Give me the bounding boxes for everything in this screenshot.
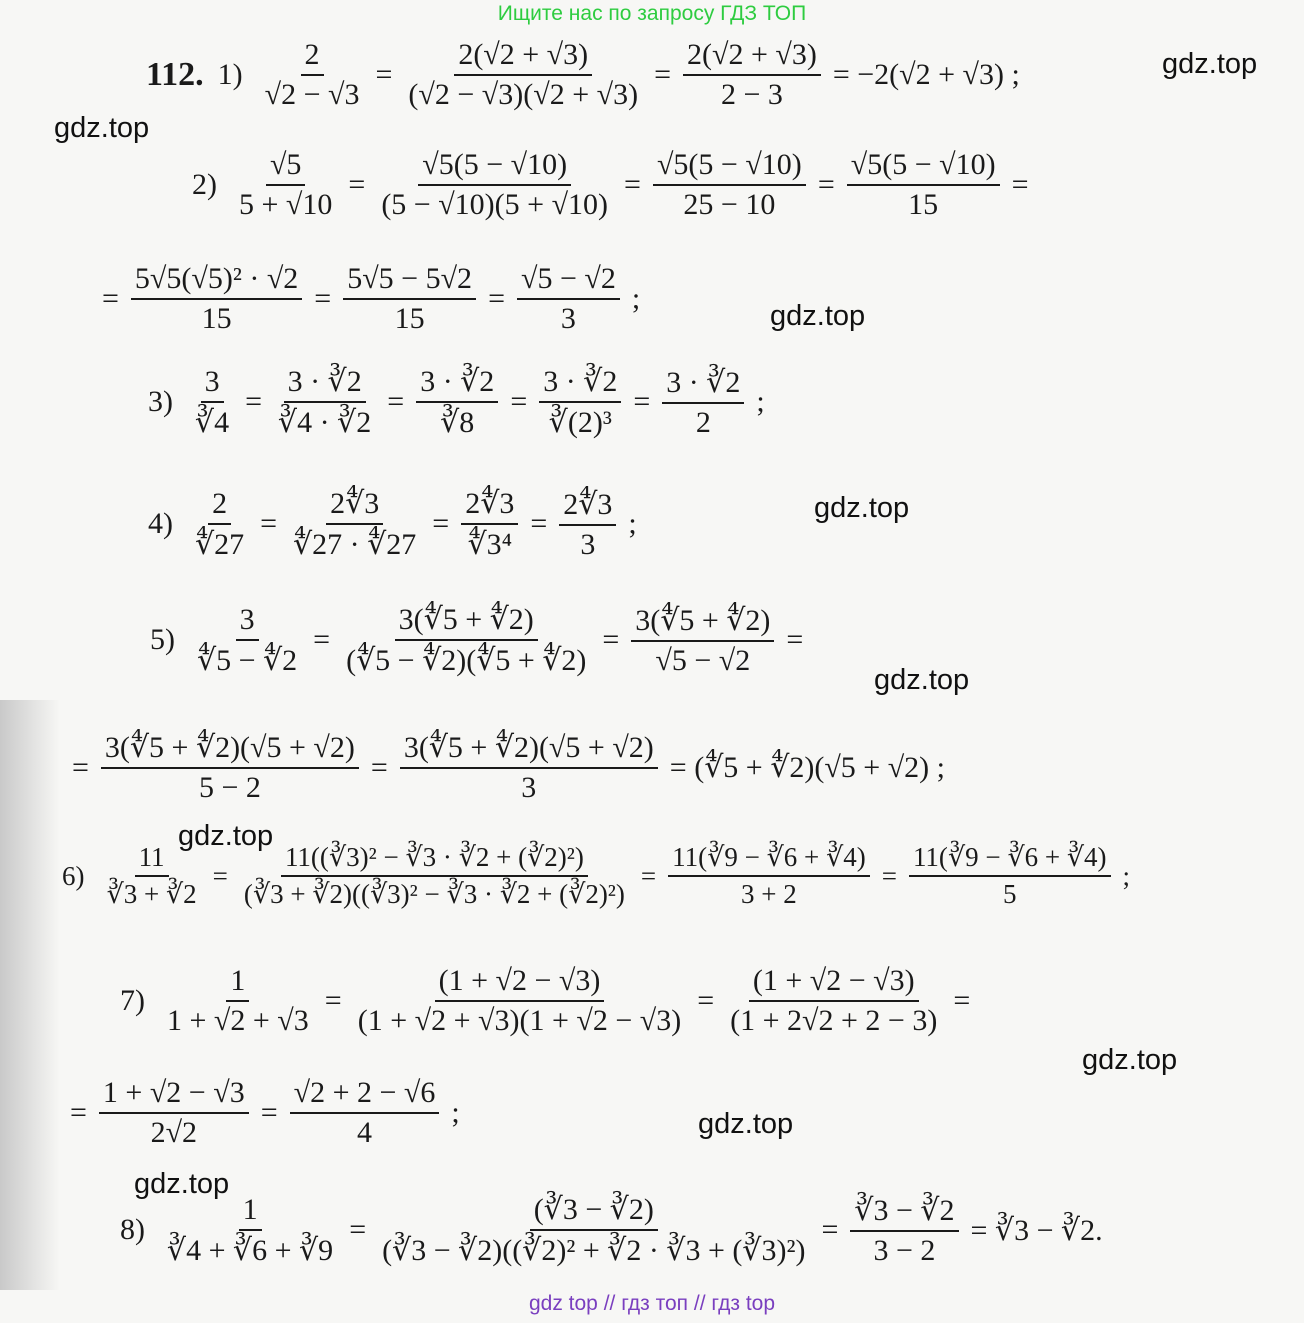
banner-text: Ищите нас по запросу ГДЗ ТОП [497,2,807,25]
watermark: gdz.top [134,1168,230,1200]
fraction [850,1193,958,1268]
fraction [193,603,301,678]
denominator: (∛3 − ∛2)((∛2)² + ∛2 · ∛3 + (∛3)²) [382,1234,806,1267]
fraction [343,262,476,336]
operator-text: = [245,385,263,418]
fraction [101,730,359,805]
fraction [103,842,201,910]
denominator: (√2 − √3)(√2 + √3) [408,78,639,111]
fraction [163,964,313,1038]
denominator: (1 + 2√2 + 2 − 3) [730,1004,938,1037]
fraction [377,148,612,222]
watermark: gdz.top [770,300,866,332]
operator-text: = [488,282,505,315]
denominator: 3 + 2 [741,879,797,909]
fraction [416,364,498,440]
page-shadow [0,700,60,1290]
fraction [461,486,518,562]
operator-text: ; [1122,860,1131,891]
denominator: 5 − 2 [198,771,261,804]
fraction [290,1076,440,1150]
fraction [191,365,233,440]
denominator: 4 [357,1116,373,1149]
operator-text: = (∜5 + ∜2)(√5 + √2) ; [669,751,945,784]
item-label: 4) [148,507,173,540]
denominator: 15 [201,302,232,335]
denominator: 15 [908,188,939,221]
denominator: 3 [580,527,596,561]
operator-text: ; [631,282,641,315]
operator-text: ; [451,1096,460,1129]
watermark: gdz.top [1082,1044,1178,1076]
fraction [662,365,744,440]
numerator: √5(5 − √10) [418,148,571,186]
operator-text: = [313,623,331,656]
fraction [400,730,658,805]
numerator: 3 [236,603,259,641]
numerator: 1 [226,964,249,1002]
operator-text: = [348,168,366,201]
numerator: 11(∛9 − ∛6 + ∛4) [668,842,870,877]
denominator: 2 [695,405,711,439]
operator-text: = [387,385,405,418]
solution-line [146,38,1026,112]
operator-text: = [786,623,804,656]
numerator: √5(5 − √10) [653,148,806,186]
denominator: (5 − √10)(5 + √10) [381,188,609,221]
denominator: √2 − √3 [264,78,360,111]
operator-text: = [953,984,971,1017]
numerator: (1 + √2 − √3) [435,964,605,1002]
operator-text: = [370,750,388,784]
denominator: 5 [1002,879,1017,909]
operator-text: = [821,1213,839,1246]
numerator: ∛3 − ∛2 [850,1193,958,1232]
denominator: ∛8 [440,406,475,439]
operator-text: = [324,984,342,1017]
numerator: 3 · ∛2 [662,365,744,404]
numerator: 2∜3 [326,486,383,525]
denominator: ∛4 [195,405,230,439]
watermark: gdz.top [54,112,150,144]
numerator: 2∜3 [559,487,616,526]
operator-text: = [817,168,835,201]
watermark: gdz.top [814,492,910,524]
fraction [274,364,375,440]
operator-text: = [633,385,651,418]
numerator: 3(∜5 + ∜2) [395,602,538,641]
numerator: 3 · ∛2 [284,364,366,403]
item-label: 1) [217,58,243,91]
fraction [261,38,364,112]
fraction [131,262,302,336]
denominator: 3 [521,771,537,804]
numerator: 5√5 − 5√2 [343,262,476,300]
item-label: 6) [62,860,85,891]
watermark: gdz.top [178,820,274,852]
watermark: gdz.top [874,664,970,696]
operator-text: = [212,860,228,891]
solution-line [192,148,1035,222]
fraction [404,38,642,112]
numerator: (1 + √2 − √3) [749,964,919,1002]
numerator: 2 [301,38,324,76]
footer-links: gdz top // гдз топ // гдз top [528,1292,776,1315]
watermark: gdz.top [1162,48,1258,80]
denominator: 3 [560,302,576,335]
operator-text: = [432,507,450,540]
operator-text: = [624,168,641,201]
fraction [668,842,870,910]
operator-text: = [530,507,548,540]
operator-text: = −2(√2 + √3) ; [832,58,1020,91]
numerator: 11(∛9 − ∛6 + ∛4) [909,842,1111,877]
operator-text: = [602,623,620,656]
numerator: √5(5 − √10) [847,148,1000,186]
denominator: ∛4 · ∛2 [278,406,372,439]
numerator: 3(∜5 + ∜2) [631,603,774,642]
fraction [191,487,248,562]
numerator: √5 [266,148,305,186]
item-label: 7) [120,984,145,1017]
operator-text: = ∛3 − ∛2. [970,1213,1103,1247]
denominator: (1 + √2 + √3)(1 + √2 − √3) [357,1004,682,1037]
fraction [240,842,629,910]
solution-line [120,964,976,1038]
fraction [289,486,420,562]
operator-text: = [260,1096,278,1129]
solution-line [64,1076,466,1150]
numerator: √5 − √2 [517,262,620,300]
numerator: 3 [201,365,224,403]
denominator: ∛4 + ∛6 + ∛9 [167,1233,334,1267]
denominator: (∜5 − ∜2)(∜5 + ∜2) [346,644,587,677]
numerator: 11((∛3)² − ∛3 · ∛2 + (∛2)²) [281,842,588,877]
fraction [559,487,616,562]
numerator: 2(√2 + √3) [683,38,821,76]
denominator: 3 − 2 [873,1233,936,1267]
denominator: ∛3 + ∛2 [106,879,197,909]
operator-text: = [697,984,715,1017]
numerator: 2∜3 [461,486,518,525]
operator-text: = [375,58,393,91]
denominator: 5 + √10 [239,188,333,221]
denominator: 15 [394,302,425,335]
numerator: 5√5(√5)² · √2 [131,262,302,300]
operator-text: = [314,282,332,315]
operator-text: = [510,385,528,418]
fraction [539,364,621,440]
numerator: √2 + 2 − √6 [290,1076,440,1114]
denominator: (∛3 + ∛2)((∛3)² − ∛3 · ∛2 + (∛2)²) [243,879,625,909]
numerator: 1 [239,1193,262,1231]
solution-line [62,842,1136,910]
operator-text: ; [756,385,765,418]
fraction [631,603,774,678]
numerator: 1 + √2 − √3 [99,1076,249,1114]
fraction [378,1192,809,1268]
denominator: ∜3⁴ [467,528,513,561]
fraction [235,148,336,222]
operator-text: = [70,1096,87,1129]
denominator: √5 − √2 [655,643,751,677]
numerator: (∛3 − ∛2) [530,1192,658,1231]
solution-line [148,486,643,562]
numerator: 3(∜5 + ∜2)(√5 + √2) [101,730,359,769]
fraction [517,262,620,336]
solution-line [96,262,646,336]
solution-line [66,730,951,805]
operator-text: = [881,860,897,891]
item-label: 5) [150,623,175,656]
numerator: 3(∜5 + ∜2)(√5 + √2) [400,730,658,769]
numerator: 2(√2 + √3) [454,38,592,76]
denominator: 2 − 3 [720,78,783,111]
fraction [653,148,806,222]
fraction [163,1193,337,1268]
operator-text: = [72,750,89,784]
numerator: 2 [208,487,231,525]
fraction [909,842,1111,910]
fraction [99,1076,249,1150]
numerator: 3 · ∛2 [416,364,498,403]
watermark: gdz.top [698,1108,794,1140]
numerator: 11 [135,842,169,877]
denominator: 2√2 [150,1116,198,1149]
denominator: ∜27 [195,527,245,561]
fraction [354,964,686,1038]
problem-number: 112. [146,56,204,93]
denominator: ∜5 − ∜2 [197,643,298,677]
solution-line [150,602,809,678]
solution-line [148,364,771,440]
denominator: ∛(2)³ [548,406,612,439]
fraction [683,38,821,112]
operator-text: = [654,58,671,91]
denominator: 1 + √2 + √3 [167,1004,309,1037]
operator-text: = [1011,168,1029,201]
denominator: 25 − 10 [683,188,776,221]
operator-text: ; [628,507,637,540]
operator-text: = [102,282,119,315]
fraction [847,148,1000,222]
item-label: 3) [148,385,173,418]
item-label: 8) [120,1213,145,1246]
numerator: 3 · ∛2 [539,364,621,403]
fraction [726,964,941,1038]
fraction [342,602,590,678]
operator-text: = [349,1213,367,1246]
solution-line [120,1192,1109,1268]
item-label: 2) [192,168,217,201]
operator-text: = [640,860,657,891]
denominator: ∜27 · ∜27 [293,528,417,561]
operator-text: = [260,507,278,540]
